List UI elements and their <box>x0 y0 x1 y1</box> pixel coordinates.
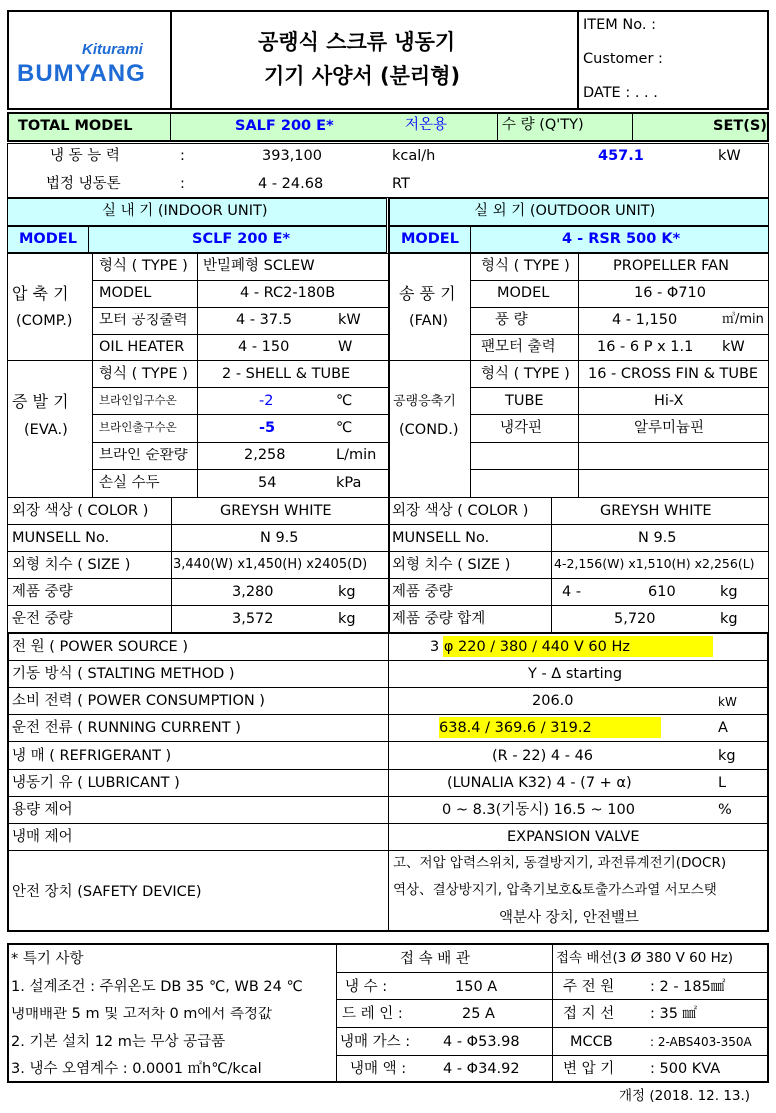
head-loss-key: 손실 수두 <box>99 475 160 491</box>
piping-drain-value: 25 A <box>462 1006 495 1022</box>
indoor-model-label: MODEL <box>19 231 77 247</box>
logo-brand-top: Kiturami <box>82 41 143 58</box>
wiring-mccb-value: : 2-ABS403-350A <box>650 1035 752 1049</box>
indoor-op-weight-label: 운전 중량 <box>12 611 73 627</box>
cond-label-en: (COND.) <box>399 422 459 438</box>
power-consumption-label: 소비 전력 ( POWER CONSUMPTION ) <box>12 693 265 709</box>
eva-label: 증 발 기 <box>12 392 69 411</box>
fan-motor-key: 팬모터 출력 <box>481 339 556 355</box>
customer-label: Customer : <box>583 51 663 67</box>
indoor-weight-label: 제품 중량 <box>12 584 73 600</box>
safety-device-line: 액분사 장치, 안전밸브 <box>499 910 639 926</box>
item-no-label: ITEM No. : <box>583 17 656 33</box>
notes-title: * 특기 사항 <box>11 951 84 967</box>
outdoor-total-weight-unit: kg <box>720 611 738 627</box>
brine-flow-value: 2,258 <box>244 447 286 463</box>
indoor-model-value: SCLF 200 E* <box>192 231 291 247</box>
wiring-transformer-key: 변 압 기 <box>563 1061 615 1077</box>
piping-chilled-water-value: 150 A <box>455 979 498 995</box>
indoor-size-label: 외형 치수 ( SIZE ) <box>12 557 131 573</box>
comp-motor-unit: kW <box>338 312 361 328</box>
wiring-main-power-value: : 2 - 185㎟ <box>650 979 726 995</box>
wiring-ground-value: : 35 ㎟ <box>650 1006 698 1022</box>
indoor-op-weight-unit: kg <box>338 611 356 627</box>
legal-ton-value: 4 - 24.68 <box>258 176 324 192</box>
fan-motor-value: 16 - 6 P x 1.1 <box>597 339 694 355</box>
indoor-op-weight-value: 3,572 <box>232 611 274 627</box>
legal-ton-unit: RT <box>392 176 410 192</box>
comp-type-value: 반밀폐형 SCLEW <box>203 258 315 274</box>
capacity-control-value: 0 ~ 8.3(기동시) 16.5 ~ 100 <box>442 802 635 818</box>
fan-model-key: MODEL <box>497 285 550 301</box>
outdoor-munsell-value: N 9.5 <box>638 530 677 546</box>
cond-type-value: 16 - CROSS FIN & TUBE <box>588 366 759 382</box>
tube-key: TUBE <box>505 393 544 409</box>
power-consumption-value: 206.0 <box>532 693 574 709</box>
cond-type-key: 형식 ( TYPE ) <box>481 366 570 382</box>
wiring-ground-key: 접 지 선 <box>563 1006 615 1022</box>
piping-title: 접 속 배 관 <box>400 951 470 967</box>
indoor-size-value: 3,440(W) x1,450(H) x2405(D) <box>173 557 368 572</box>
logo-brand-bottom: BUMYANG <box>17 60 146 87</box>
fan-motor-unit: kW <box>722 339 745 355</box>
capacity-unit: kcal/h <box>392 148 436 164</box>
outdoor-size-label: 외형 치수 ( SIZE ) <box>392 557 511 573</box>
indoor-munsell-label: MUNSELL No. <box>12 530 110 546</box>
outdoor-total-weight-label: 제품 중량 합계 <box>392 611 486 627</box>
notes-line: 1. 설계조건 : 주위온도 DB 35 ℃, WB 24 ℃ <box>11 979 303 995</box>
brine-in-key: 브라인입구수온 <box>99 393 177 407</box>
brine-out-value: -5 <box>259 420 276 436</box>
outdoor-header: 실 외 기 (OUTDOOR UNIT) <box>474 203 656 219</box>
brine-in-unit: ℃ <box>336 393 353 409</box>
brine-flow-unit: L/min <box>336 447 377 463</box>
refrigerant-unit: kg <box>718 748 736 764</box>
power-consumption-unit: kW <box>718 695 737 709</box>
total-model-value: SALF 200 E* <box>235 118 334 134</box>
usage-value: 저온용 <box>405 117 448 133</box>
power-source-value: 3 φ 220 / 380 / 440 V 60 Hz <box>430 639 630 655</box>
capacity-control-label: 용량 제어 <box>12 802 73 818</box>
air-flow-unit: ㎥/min <box>722 312 764 327</box>
doc-title-line1: 공랭식 스크류 냉동기 <box>258 30 456 54</box>
outdoor-color-label: 외장 색상 ( COLOR ) <box>392 503 529 519</box>
comp-motor-value: 4 - 37.5 <box>236 312 292 328</box>
power-source-label: 전 원 ( POWER SOURCE ) <box>12 639 188 655</box>
safety-device-line: 역상、결상방지기, 압축기보호&토출가스과열 서모스탯 <box>393 882 717 898</box>
qty-label: 수 량 (Q'TY) <box>502 117 584 133</box>
brine-in-value: -2 <box>259 393 274 409</box>
fin-key: 냉각핀 <box>500 420 543 436</box>
indoor-weight-value: 3,280 <box>232 584 274 600</box>
lubricant-value: (LUNALIA K32) 4 - (7 + α) <box>447 775 632 791</box>
indoor-color-label: 외장 색상 ( COLOR ) <box>12 503 149 519</box>
capacity-kw-unit: kW <box>718 148 741 164</box>
running-current-unit: A <box>718 720 728 736</box>
piping-chilled-water-key: 냉 수 : <box>345 979 388 995</box>
outdoor-model-value: 4 - RSR 500 K* <box>562 231 681 247</box>
fan-type-key: 형식 ( TYPE ) <box>481 258 570 274</box>
outdoor-weight-prefix: 4 - <box>562 584 582 600</box>
outdoor-weight-value: 610 <box>648 584 676 600</box>
outdoor-weight-unit: kg <box>720 584 738 600</box>
fan-label: 송 풍 기 <box>399 284 456 303</box>
piping-liquid-value: 4 - Φ34.92 <box>443 1061 520 1077</box>
wiring-main-power-key: 주 전 원 <box>563 979 615 995</box>
oil-heater-key: OIL HEATER <box>99 339 185 355</box>
starting-method-value: Y - Δ starting <box>528 666 623 682</box>
piping-gas-key: 냉매 가스 : <box>340 1034 411 1050</box>
capacity-colon: : <box>180 148 185 164</box>
starting-method-label: 기동 방식 ( STALTING METHOD ) <box>12 666 235 682</box>
eva-type-value: 2 - SHELL & TUBE <box>222 366 351 382</box>
brine-out-unit: ℃ <box>336 420 353 436</box>
fan-label-en: (FAN) <box>409 313 449 329</box>
oil-heater-unit: W <box>338 339 353 355</box>
refrigerant-control-label: 냉매 제어 <box>12 829 73 845</box>
comp-label-en: (COMP.) <box>16 313 73 329</box>
piping-gas-value: 4 - Φ53.98 <box>443 1034 520 1050</box>
doc-title-line2: 기기 사양서 (분리형) <box>264 64 461 88</box>
notes-line: 냉매배관 5 m 및 고저차 0 m에서 측정값 <box>11 1007 273 1022</box>
tube-value: Hi-X <box>654 393 684 409</box>
comp-motor-key: 모터 공칭출력 <box>99 313 188 328</box>
running-current-value: 638.4 / 369.6 / 319.2 <box>439 720 592 736</box>
total-model-label: TOTAL MODEL <box>18 118 133 134</box>
outdoor-munsell-label: MUNSELL No. <box>392 530 490 546</box>
air-flow-value: 4 - 1,150 <box>612 312 678 328</box>
air-flow-key: 풍 량 <box>495 312 528 328</box>
capacity-kw-value: 457.1 <box>598 148 644 164</box>
refrigerant-value: (R - 22) 4 - 46 <box>492 748 594 764</box>
outdoor-total-weight-value: 5,720 <box>614 611 656 627</box>
outdoor-size-value: 4-2,156(W) x1,510(H) x2,256(L) <box>554 556 755 571</box>
piping-liquid-key: 냉매 액 : <box>350 1061 407 1077</box>
capacity-label: 냉 동 능 력 <box>50 148 120 164</box>
indoor-color-value: GREYSH WHITE <box>220 503 332 519</box>
comp-type-key: 형식 ( TYPE ) <box>99 258 188 274</box>
outdoor-color-value: GREYSH WHITE <box>600 503 712 519</box>
capacity-value: 393,100 <box>262 148 322 164</box>
safety-device-line: 고、저압 압력스위치, 동결방지기, 과전류계전기(DOCR) <box>393 855 727 871</box>
notes-line: 2. 기본 설치 12 m는 무상 공급품 <box>11 1034 226 1050</box>
legal-ton-colon: : <box>180 176 185 192</box>
wiring-transformer-value: : 500 KVA <box>650 1061 721 1077</box>
legal-ton-label: 법정 냉동톤 <box>46 176 121 192</box>
outdoor-weight-label: 제품 중량 <box>392 584 453 600</box>
outdoor-model-label: MODEL <box>401 231 459 247</box>
comp-model-value: 4 - RC2-180B <box>240 285 336 301</box>
qty-unit: SET(S) <box>713 118 767 134</box>
lubricant-label: 냉동기 유 ( LUBRICANT ) <box>12 775 180 791</box>
lubricant-unit: L <box>718 775 727 791</box>
revision-date: 개정 (2018. 12. 13.) <box>619 1088 751 1104</box>
running-current-label: 운전 전류 ( RUNNING CURRENT ) <box>12 720 241 736</box>
indoor-munsell-value: N 9.5 <box>260 530 299 546</box>
oil-heater-value: 4 - 150 <box>238 339 290 355</box>
comp-model-key: MODEL <box>99 285 152 301</box>
comp-label: 압 축 기 <box>12 284 69 303</box>
wiring-title: 접속 배선(3 Ø 380 V 60 Hz) <box>556 950 734 966</box>
eva-label-en: (EVA.) <box>24 422 68 438</box>
notes-line: 3. 냉수 오염계수 : 0.0001 ㎡h℃/kcal <box>11 1061 262 1077</box>
refrigerant-control-value: EXPANSION VALVE <box>507 829 640 845</box>
fan-model-value: 16 - Φ710 <box>634 285 706 301</box>
eva-type-key: 형식 ( TYPE ) <box>99 366 188 382</box>
safety-device-label: 안전 장치 (SAFETY DEVICE) <box>12 884 202 900</box>
fan-type-value: PROPELLER FAN <box>613 258 729 274</box>
indoor-weight-unit: kg <box>338 584 356 600</box>
refrigerant-label: 냉 매 ( REFRIGERANT ) <box>12 748 172 764</box>
head-loss-value: 54 <box>258 475 277 491</box>
indoor-header: 실 내 기 (INDOOR UNIT) <box>102 203 268 219</box>
wiring-mccb-key: MCCB <box>570 1034 613 1050</box>
fin-value: 알루미늄핀 <box>634 420 705 436</box>
brine-out-key: 브라인출구수온 <box>99 420 177 434</box>
capacity-control-unit: % <box>718 802 732 818</box>
brine-flow-key: 브라인 순환량 <box>99 448 188 463</box>
date-label: DATE : . . . <box>583 85 658 101</box>
head-loss-unit: kPa <box>336 475 362 491</box>
piping-drain-key: 드 레 인 : <box>342 1006 403 1022</box>
cond-label: 공랭응축기 <box>393 394 456 409</box>
